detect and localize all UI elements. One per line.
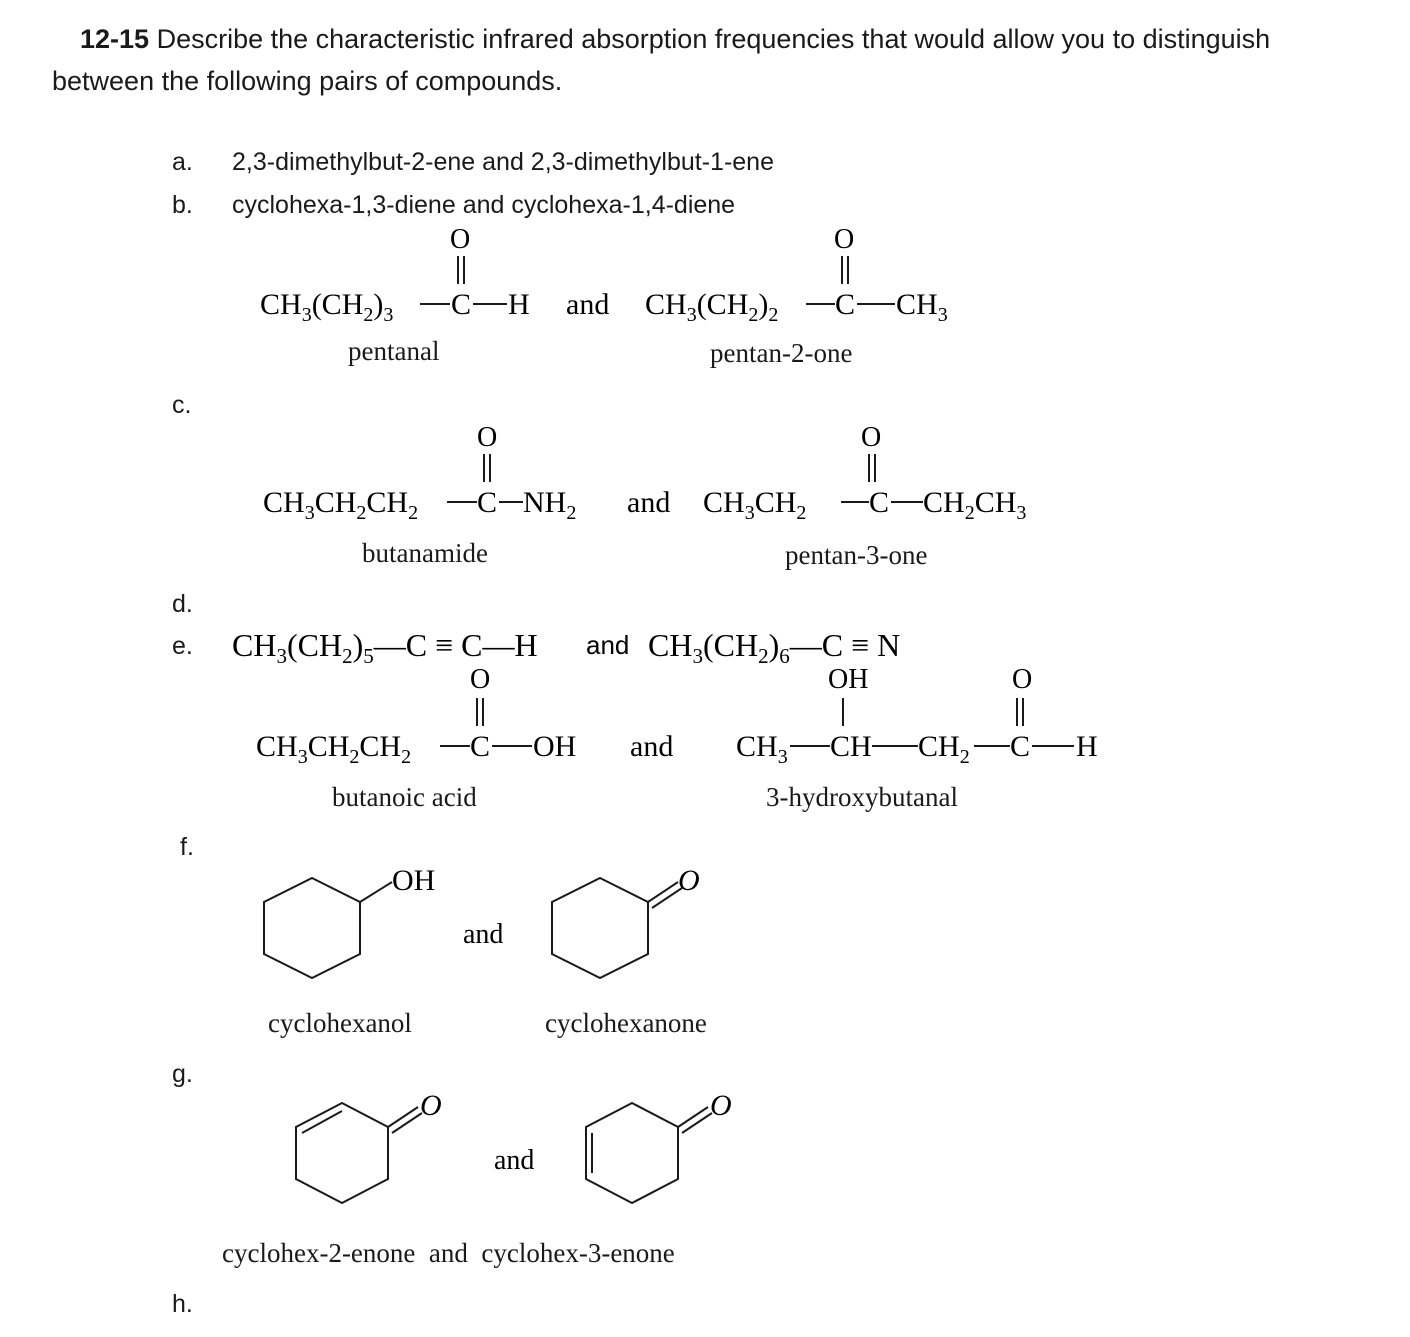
octyne-formula: $CH_3(CH_2)_5—C$ ≡ C—H: [232, 627, 538, 668]
hb-oh: OH: [828, 664, 869, 695]
item-g-structures: [250, 860, 770, 1000]
svg-text:C: C: [477, 486, 498, 519]
butanoic-acid-oh: OH: [533, 730, 577, 763]
and-e: and: [586, 630, 630, 660]
hb-ch3: $CH_3$: [736, 730, 788, 768]
pentan-3-one-right: $CH_2CH_3$: [923, 486, 1027, 524]
item-letter-b: b.: [172, 191, 193, 219]
problem-statement: [52, 18, 1372, 102]
item-letter-d: d.: [172, 590, 193, 618]
svg-text:C: C: [1010, 730, 1031, 763]
pentan-3-one-left: $CH_3CH_2$: [703, 486, 807, 524]
pentanal-oxygen: O: [450, 224, 471, 255]
octanenitrile-formula: $CH_3(CH_2)_6—C \equiv N$: [648, 627, 901, 668]
and-c: and: [566, 288, 610, 321]
svg-text:C: C: [835, 288, 856, 321]
cyclohexanol-name: cyclohexanol: [268, 1008, 412, 1038]
item-d-structures: [255, 420, 1075, 530]
item-b-text: cyclohexa-1,3-diene and cyclohexa-1,4-diene: [232, 191, 736, 219]
pentan-2-one-oxygen: O: [834, 224, 855, 255]
cyclohexanone-o: O: [678, 864, 700, 897]
and-f: and: [630, 730, 674, 763]
cyclohex-2-enone-ring: [296, 1103, 388, 1203]
problem-number: 12-15: [80, 24, 150, 54]
hb-ch2: $CH_2$: [918, 730, 970, 768]
cyclohexanol-ring: [264, 878, 360, 978]
item-f-structures: [250, 660, 1130, 770]
butanoic-acid-chain: $CH_3CH_2CH_2$: [256, 730, 412, 768]
pentan-2-one-name: pentan-2-one: [710, 338, 853, 368]
item-h-structures: [280, 1085, 760, 1215]
pentanal-name: pentanal: [348, 336, 440, 366]
cyclohexanone-name: cyclohexanone: [545, 1008, 707, 1038]
hb-oxygen: O: [1012, 664, 1033, 695]
butanamide-name: butanamide: [362, 538, 488, 568]
item-a-text: 2,3-dimethylbut-2-ene and 2,3-dimethylbut-1-ene: [232, 148, 774, 176]
pentan-3-one-name: pentan-3-one: [785, 540, 928, 570]
hb-ch: CH: [830, 730, 872, 763]
butanamide-oxygen: O: [477, 422, 498, 453]
item-letter-e: e.: [172, 632, 193, 660]
hb-h: H: [1076, 730, 1098, 763]
pentanal-chain: $CH_3(CH_2)_3$: [260, 288, 394, 326]
and-h: and: [494, 1145, 535, 1176]
cyclohex-3-enone-o: O: [710, 1089, 732, 1122]
cyclohexanol-oh: OH: [392, 864, 436, 897]
item-letter-a: a.: [172, 148, 193, 176]
and-g: and: [463, 919, 504, 950]
butanamide-chain: $CH_3CH_2CH_2$: [263, 486, 419, 524]
svg-text:C: C: [869, 486, 890, 519]
3-hydroxybutanal-name: 3-hydroxybutanal: [766, 782, 958, 812]
cyclohexanone-ring: [552, 878, 648, 978]
pentan-2-one-ch3: $CH_3$: [896, 288, 948, 326]
and-d: and: [627, 486, 671, 519]
cyclohexenone-names: cyclohex-2-enone and cyclohex-3-enone: [222, 1238, 675, 1268]
pentanal-h: H: [508, 288, 530, 321]
svg-text:C: C: [451, 288, 472, 321]
cyclohex-2-enone-o: O: [420, 1089, 442, 1122]
problem-text: Describe the characteristic infrared absorption frequencies that would allow you to distinguish between the following pairs of compounds.: [52, 24, 1271, 96]
svg-text:C: C: [470, 730, 491, 763]
pentan-3-one-oxygen: O: [861, 422, 882, 453]
item-letter-g: g.: [172, 1060, 193, 1088]
butanoic-acid-name: butanoic acid: [332, 782, 477, 812]
item-letter-h: h.: [172, 1290, 193, 1318]
butanoic-acid-oxygen: O: [470, 664, 491, 695]
item-letter-f: f.: [180, 833, 194, 861]
item-letter-c: c.: [172, 391, 192, 419]
butanamide-nh2: $NH_2$: [523, 486, 577, 524]
pentan-2-one-chain: $CH_3(CH_2)_2$: [645, 288, 779, 326]
cyclohex-3-enone-ring: [586, 1103, 678, 1203]
